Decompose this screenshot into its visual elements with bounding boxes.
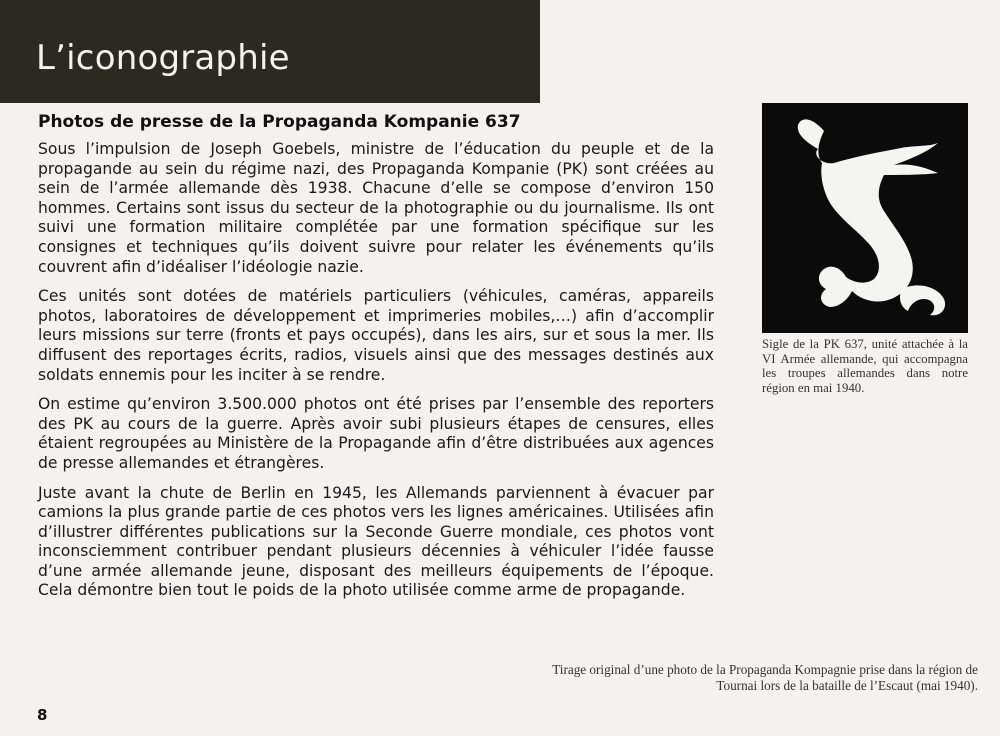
emblem-caption: Sigle de la PK 637, unité attachée à la VI Armée allemande, qui accompagna les troupes allemandes dans notre région en mai 1940. (762, 337, 968, 395)
paragraph-1: Sous l’impulsion de Joseph Goebels, ministre de l’éducation du peuple et de la propagande au sein du régime nazi, des Propaganda Kompanie (PK) sont créées au sein de l’armée allemande dès 1938. Chacune d’elle se compose d’environ 150 hommes. Certains sont issus du secteur de la photographie ou du journalisme. Ils ont suivi une formation militaire complétée par une formation spécifique sur les consignes et techniques qu’ils doivent suivre pour relater les événements qu’ils couvrent afin d’idéaliser l’idéologie nazie. (38, 140, 714, 276)
paragraph-3: On estime qu’environ 3.500.000 photos ont été prises par l’ensemble des reporters des PK au cours de la guerre. Après avoir subi plusieurs étapes de censures, elles étaient regroupées au Ministère de la Propagande afin d’être distribuées aux agences de presse allemandes et étrangères. (38, 395, 714, 472)
paragraph-4: Juste avant la chute de Berlin en 1945, les Allemands parviennent à évacuer par camions la plus grande partie de ces photos vers les lignes américaines. Utilisées afin d’illustrer différentes publications sur la Seconde Guerre mondiale, ces photos vont inconsciemment contribuer pendant plusieurs décennies à véhiculer l’idée fausse d’une armée allemande jeune, disposant des meilleurs équipements de l’époque. Cela démontre bien tout le poids de la photo utilisée comme arme de propagande. (38, 483, 714, 600)
article-heading: Photos de presse de la Propaganda Kompanie 637 (38, 112, 521, 132)
photo-caption: Tirage original d’une photo de la Propaganda Kompagnie prise dans la région de Tournai lors de la bataille de l’Escaut (mai 1940). (552, 662, 978, 693)
pk637-emblem-image (762, 103, 968, 333)
pk637-emblem-icon (762, 103, 968, 333)
page-number: 8 (37, 706, 48, 724)
section-banner (0, 0, 540, 103)
section-title: L’iconographie (36, 38, 290, 78)
paragraph-2: Ces unités sont dotées de matériels particuliers (véhicules, caméras, appareils photos, laboratoires de développement et imprimeries mobiles,…) afin d’accomplir leurs missions sur terre (fronts et pays occupés), dans les airs, sur et sous la mer. Ils diffusent des reportages écrits, radios, visuels ainsi que des messages destinés aux soldats ennemis pour les inciter à se rendre. (38, 287, 714, 384)
article-body (38, 112, 714, 611)
